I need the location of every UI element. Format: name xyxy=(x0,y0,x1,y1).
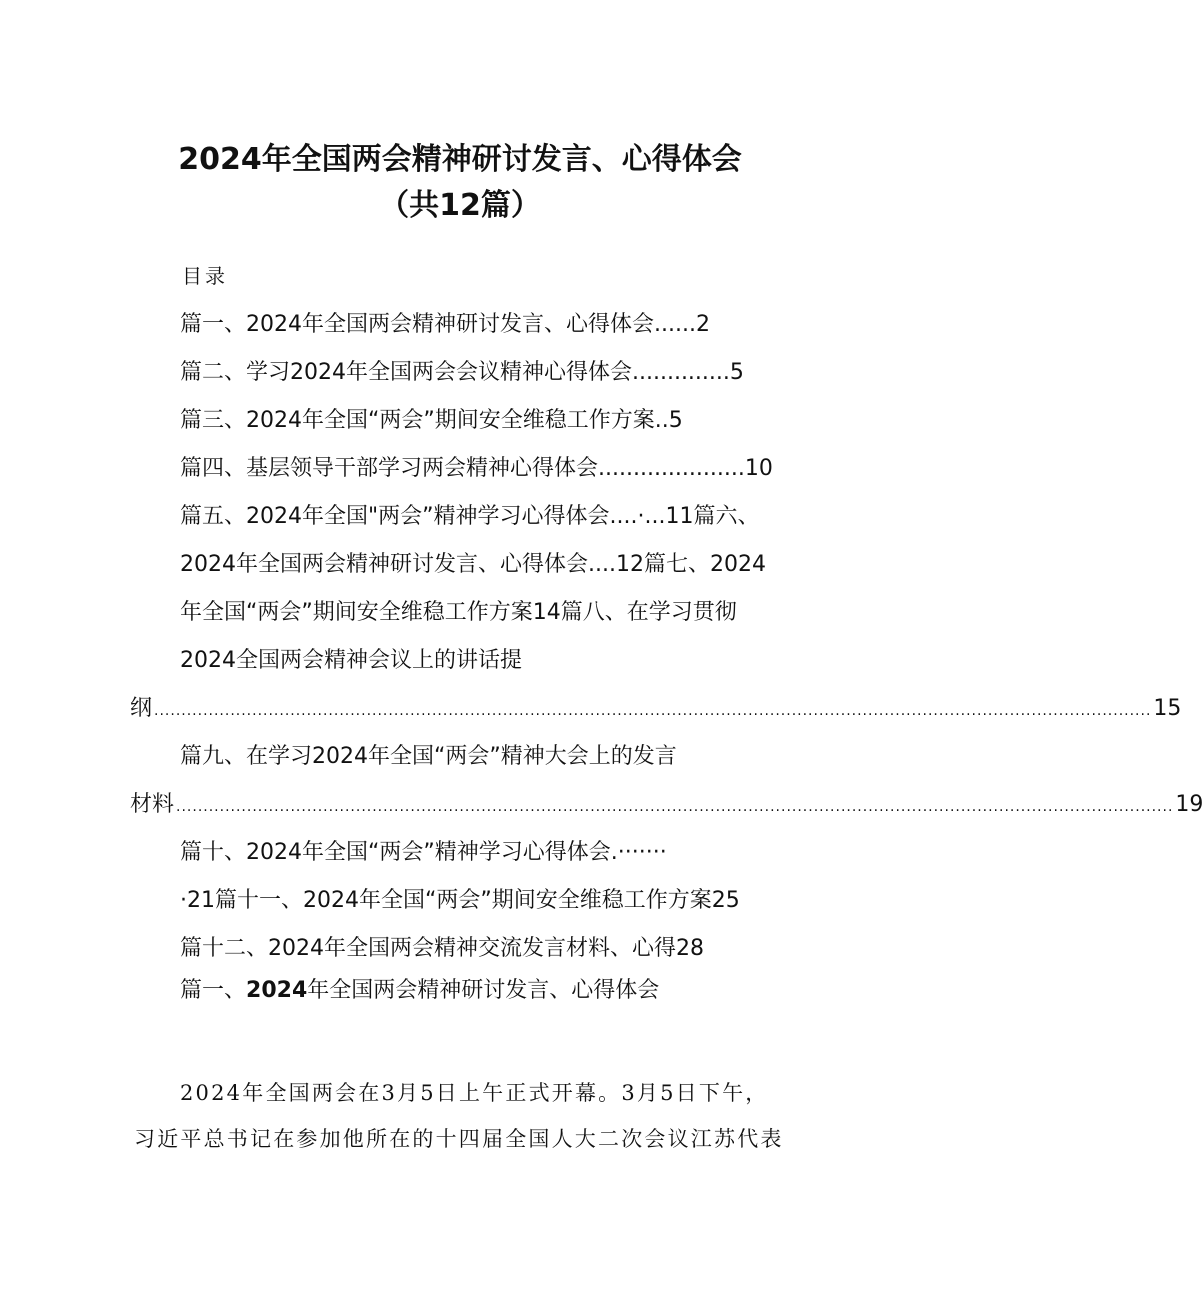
document-subtitle: （共12篇） xyxy=(379,188,541,223)
toc-entry-8-tail xyxy=(130,694,1182,726)
toc-entry-11: ·21篇十一、2024年全国“两会”期间安全维稳工作方案25 xyxy=(180,888,740,913)
toc-entry-3: 篇三、2024年全国“两会”期间安全维稳工作方案..5 xyxy=(180,408,683,433)
toc-entry-4: 篇四、基层领导干部学习两会精神心得体会.....................10 xyxy=(180,456,773,481)
section-heading-prefix: 篇一、 xyxy=(180,978,247,1003)
toc-entry-5: 篇五、2024年全国"两会”精神学习心得体会....·...11篇六、 xyxy=(180,504,760,529)
toc-entry-7: 年全国“两会”期间安全维稳工作方案14篇八、在学习贯彻 xyxy=(180,600,737,625)
document-title: 2024年全国两会精神研讨发言、心得体会 xyxy=(178,142,742,177)
toc-entry-8-label: 纲 xyxy=(130,696,153,721)
toc-entry-2: 篇二、学习2024年全国两会会议精神心得体会..............5 xyxy=(180,360,744,385)
toc-label: 目录 xyxy=(182,264,228,288)
toc-entry-9-page: 19 xyxy=(1175,792,1203,817)
toc-entry-8-page: 15 xyxy=(1153,696,1182,721)
toc-entry-6: 2024年全国两会精神研讨发言、心得体会....12篇七、2024 xyxy=(180,552,766,577)
toc-entry-9: 篇九、在学习2024年全国“两会”精神大会上的发言 xyxy=(180,744,677,769)
dot-leader: ....................................................................................................................................................................................... xyxy=(176,799,1174,815)
toc-entry-1: 篇一、2024年全国两会精神研讨发言、心得体会......2 xyxy=(180,312,710,337)
section-heading-year: 2024 xyxy=(246,978,308,1003)
toc-entry-8: 2024全国两会精神会议上的讲话提 xyxy=(180,648,522,673)
toc-entry-9-tail xyxy=(130,790,1203,822)
body-paragraph-line-1: 2024年全国两会在3月5日上午正式开幕。3月5日下午， xyxy=(180,1081,769,1105)
toc-entry-12: 篇十二、2024年全国两会精神交流发言材料、心得28 xyxy=(180,936,704,961)
toc-entry-10: 篇十、2024年全国“两会”精神学习心得体会.······· xyxy=(180,840,667,865)
toc-entry-9-label: 材料 xyxy=(130,792,175,817)
body-paragraph-line-2: 习近平总书记在参加他所在的十四届全国人大二次会议江苏代表 xyxy=(134,1127,784,1151)
dot-leader: ....................................................................................................................................................................................... xyxy=(154,703,1152,719)
section-heading-rest: 年全国两会精神研讨发言、心得体会 xyxy=(307,978,660,1003)
section-heading xyxy=(180,976,659,1006)
